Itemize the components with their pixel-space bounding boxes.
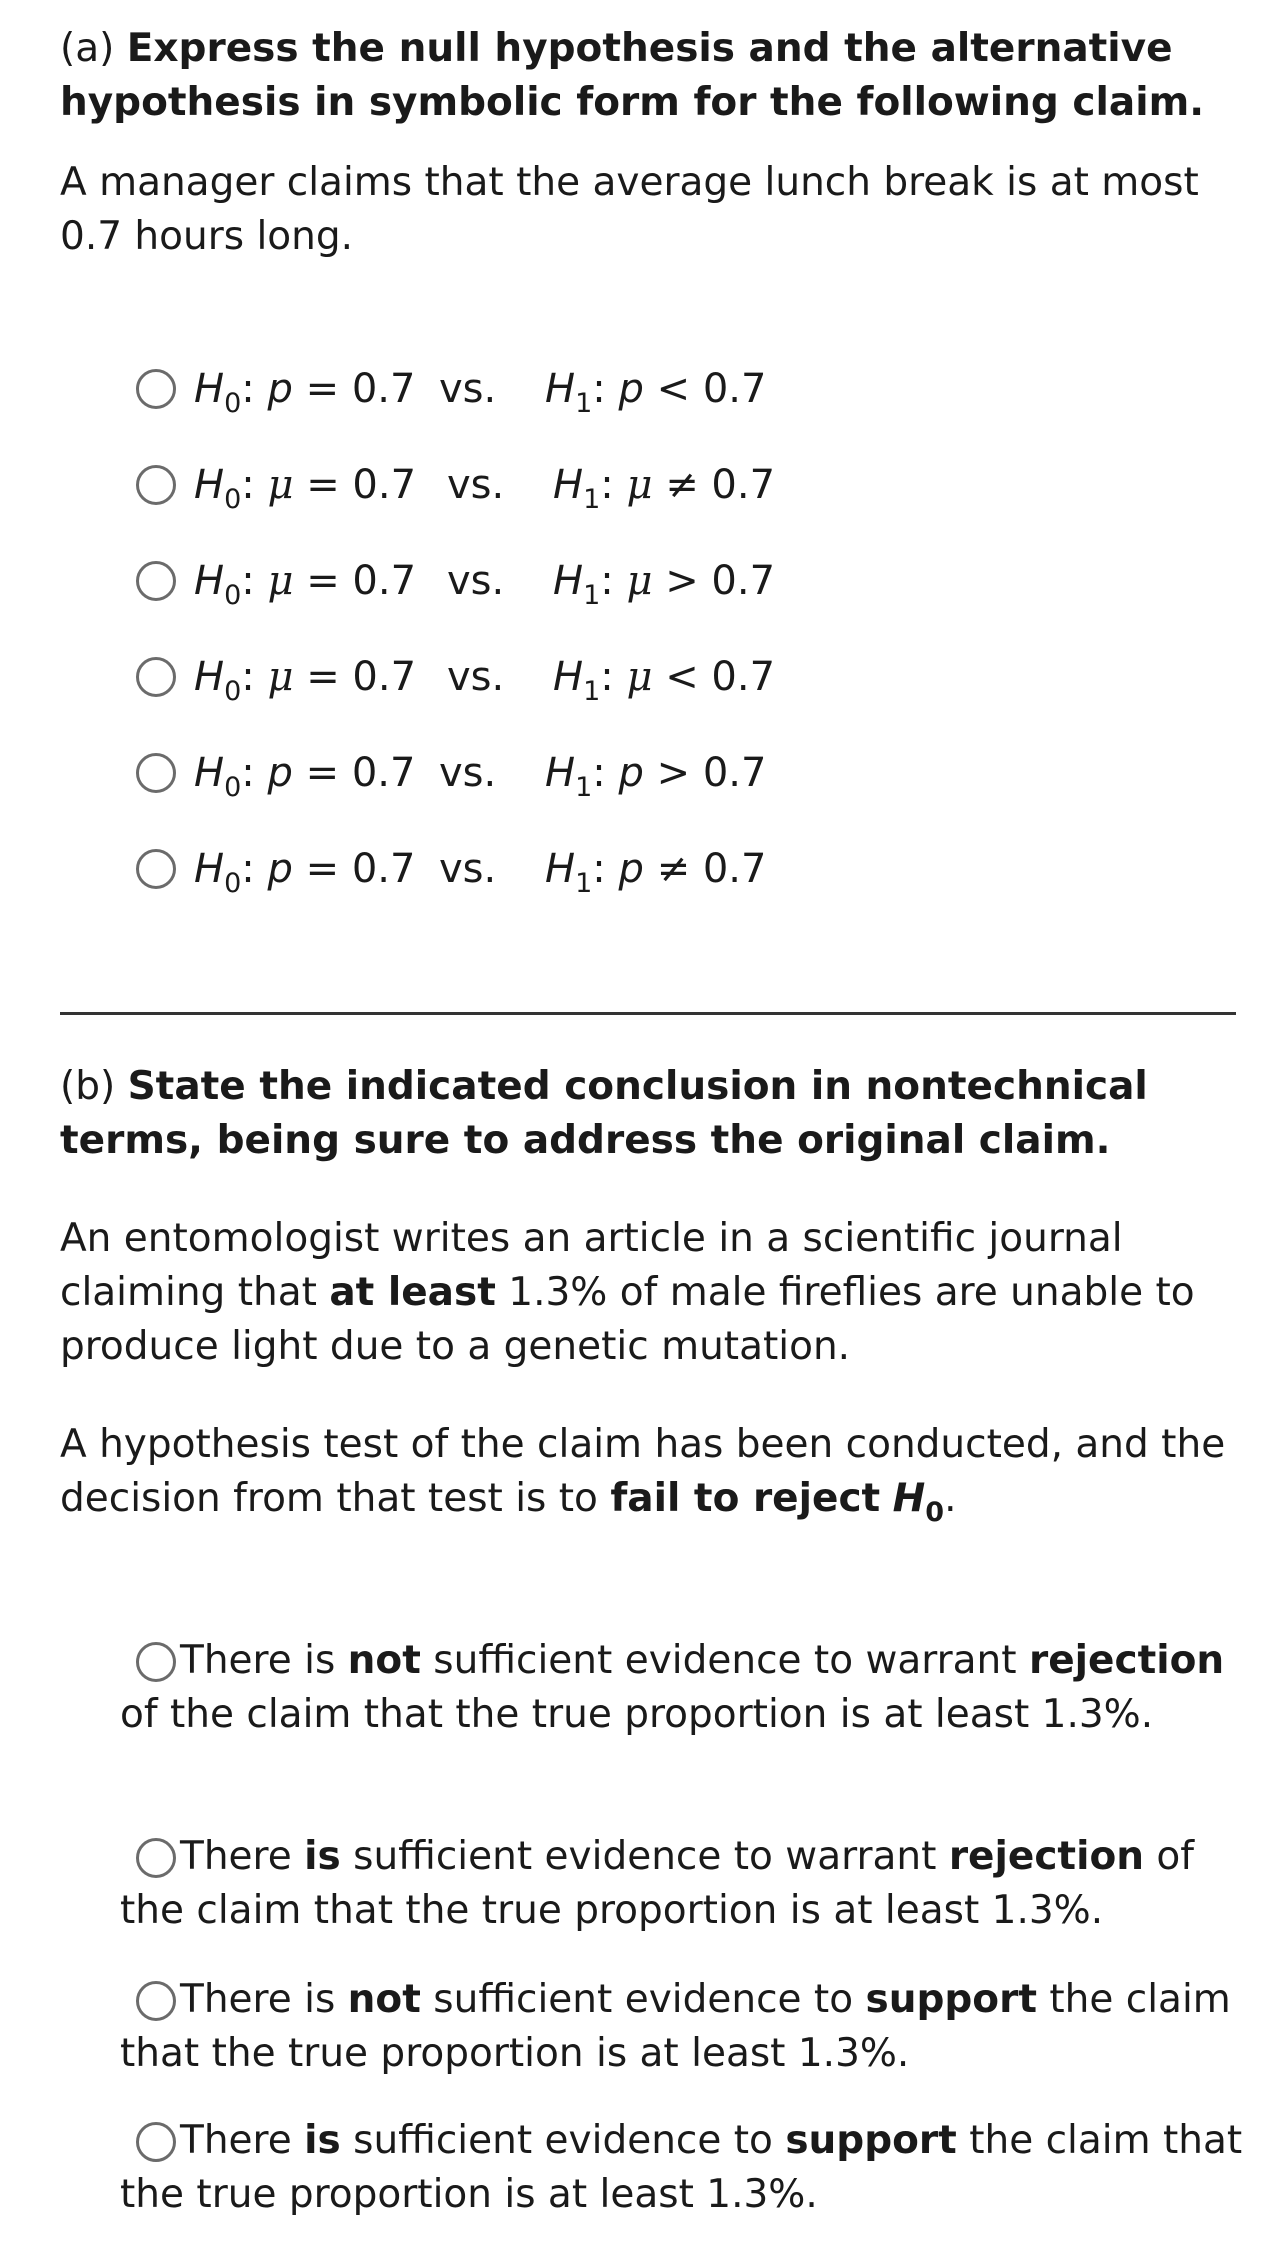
section-divider bbox=[60, 1012, 1236, 1015]
hypothesis-option-5[interactable] bbox=[136, 742, 766, 804]
radio-button[interactable] bbox=[136, 1838, 176, 1878]
hypothesis-option-1[interactable] bbox=[136, 358, 766, 420]
versus-label: vs. bbox=[447, 654, 505, 700]
radio-button[interactable] bbox=[136, 849, 176, 889]
radio-button[interactable] bbox=[136, 561, 176, 601]
part-b-claim: An entomologist writes an article in a scientific journal claiming that at least 1.3% of male fireflies are unable to produce light due to a genetic mutation. bbox=[60, 1216, 1195, 1369]
versus-label: vs. bbox=[447, 462, 505, 508]
conclusion-text: There is not sufficient evidence to support the claim that the true proportion is at least 1.3%. bbox=[120, 1977, 1231, 2076]
conclusion-option-3[interactable] bbox=[120, 1973, 1246, 2081]
conclusion-text: There is sufficient evidence to support the claim that the true proportion is at least 1.3%. bbox=[120, 2118, 1243, 2217]
null-hypothesis: $H_0$: μ = 0.7 bbox=[194, 462, 417, 515]
alternative-hypothesis: $H_1$: p > 0.7 bbox=[545, 750, 767, 803]
versus-label: vs. bbox=[439, 846, 497, 892]
alternative-hypothesis: $H_1$: p < 0.7 bbox=[545, 366, 767, 419]
conclusion-option-2[interactable] bbox=[120, 1830, 1246, 1938]
hypothesis-option-2[interactable] bbox=[136, 454, 775, 516]
radio-button[interactable] bbox=[136, 1981, 176, 2021]
radio-button[interactable] bbox=[136, 2122, 176, 2162]
part-b-decision: A hypothesis test of the claim has been conducted, and the decision from that test is to fail to reject $H_0$. bbox=[60, 1422, 1226, 1528]
hypothesis-option-3[interactable] bbox=[136, 550, 775, 612]
alternative-hypothesis: $H_1$: μ < 0.7 bbox=[553, 654, 776, 707]
part-a-instruction: (a) Express the null hypothesis and the alternative hypothesis in symbolic form for the following claim. bbox=[60, 26, 1205, 125]
conclusion-option-4[interactable] bbox=[120, 2114, 1246, 2222]
radio-button[interactable] bbox=[136, 753, 176, 793]
hypothesis-option-4[interactable] bbox=[136, 646, 775, 708]
alternative-hypothesis: $H_1$: μ ≠ 0.7 bbox=[553, 462, 776, 515]
null-hypothesis: $H_0$: p = 0.7 bbox=[194, 750, 416, 803]
null-hypothesis: $H_0$: p = 0.7 bbox=[194, 846, 416, 899]
radio-button[interactable] bbox=[136, 1642, 176, 1682]
radio-button[interactable] bbox=[136, 369, 176, 409]
conclusion-option-1[interactable] bbox=[120, 1634, 1246, 1742]
part-a-claim: A manager claims that the average lunch break is at most 0.7 hours long. bbox=[60, 160, 1199, 259]
null-hypothesis: $H_0$: p = 0.7 bbox=[194, 366, 416, 419]
hypothesis-option-6[interactable] bbox=[136, 838, 766, 900]
conclusion-text: There is not sufficient evidence to warrant rejection of the claim that the true proportion is at least 1.3%. bbox=[120, 1638, 1225, 1737]
alternative-hypothesis: $H_1$: μ > 0.7 bbox=[553, 558, 776, 611]
versus-label: vs. bbox=[447, 558, 505, 604]
part-b-instruction: (b) State the indicated conclusion in nontechnical terms, being sure to address the original claim. bbox=[60, 1064, 1148, 1163]
versus-label: vs. bbox=[439, 750, 497, 796]
versus-label: vs. bbox=[439, 366, 497, 412]
null-hypothesis: $H_0$: μ = 0.7 bbox=[194, 654, 417, 707]
radio-button[interactable] bbox=[136, 657, 176, 697]
alternative-hypothesis: $H_1$: p ≠ 0.7 bbox=[545, 846, 767, 899]
null-hypothesis: $H_0$: μ = 0.7 bbox=[194, 558, 417, 611]
conclusion-text: There is sufficient evidence to warrant rejection of the claim that the true proportion is at least 1.3%. bbox=[120, 1834, 1195, 1933]
radio-button[interactable] bbox=[136, 465, 176, 505]
